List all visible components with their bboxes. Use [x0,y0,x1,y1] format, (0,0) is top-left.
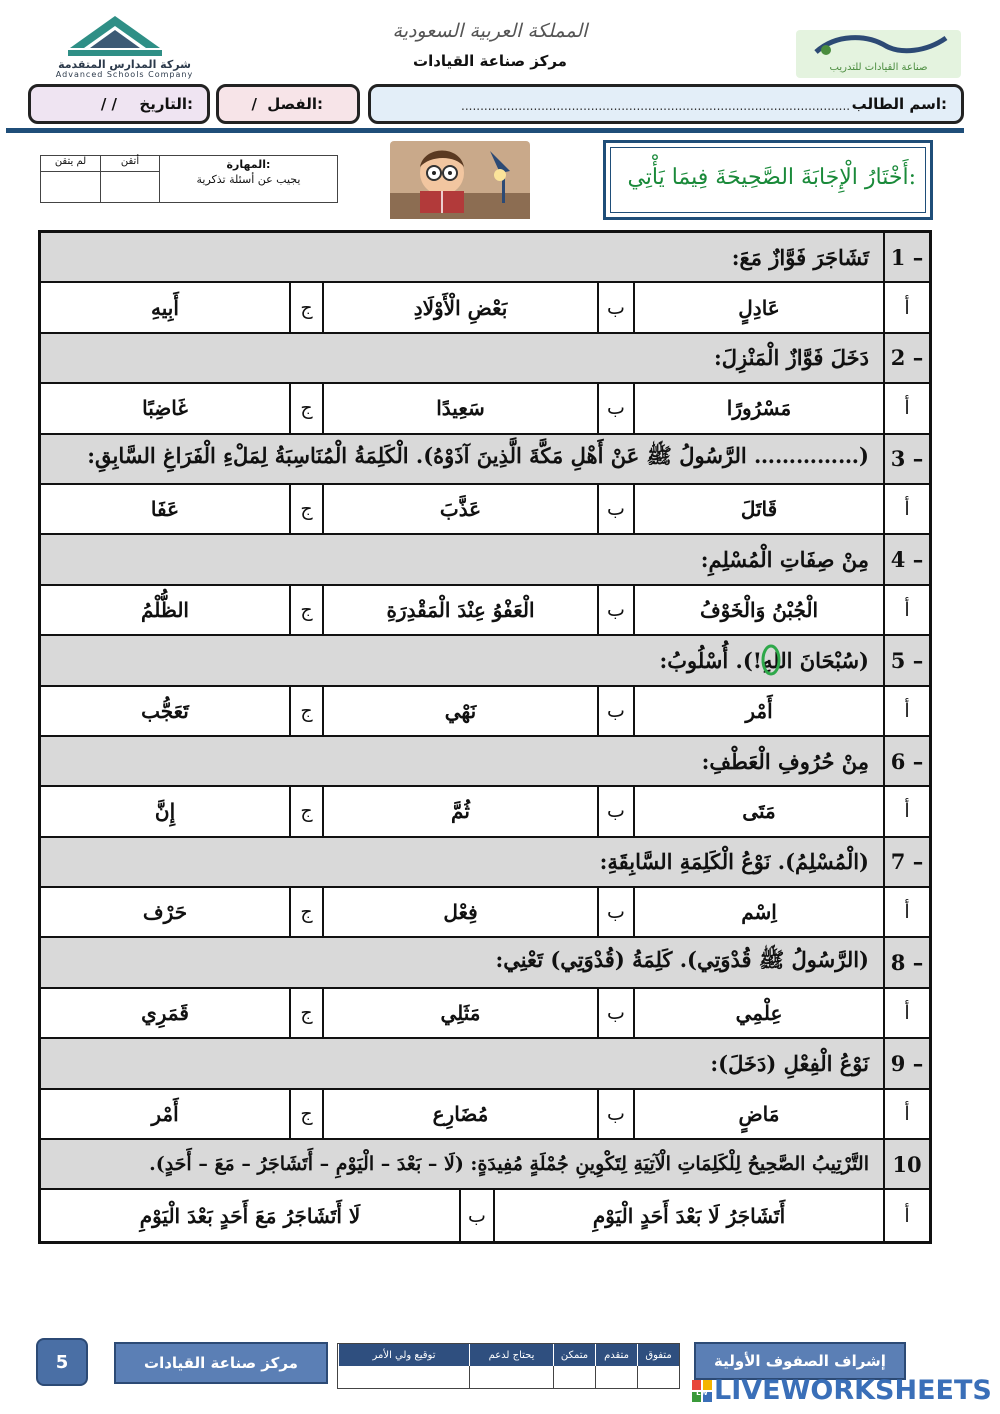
option-letter-a: أ [883,989,929,1037]
question-row [41,838,929,888]
eval-header-excellent: متفوق [637,1344,679,1366]
student-name-dots: ...................................................................................................... [461,99,851,113]
question-row [41,435,929,485]
question-row [41,636,929,686]
eval-header-needs-support: يحتاج لدعم [469,1344,553,1366]
liveworksheets-watermark[interactable]: LIVEWORKSHEETS [714,1375,992,1406]
eval-header-advanced: متقدم [595,1344,637,1366]
option-a[interactable]: مَسْرُورًا [633,384,883,432]
liveworksheets-badge-icon [692,1380,712,1402]
footer-supervision-label: إشراف الصفوف الأولية [694,1342,906,1380]
student-name-field[interactable] [368,84,964,124]
option-letter-c: ج [289,384,322,432]
option-b[interactable]: سَعِيدًا [322,384,597,432]
question-text: دَخَلَ فَوَّازٌ الْمَنْزِلَ: [713,345,869,371]
eval-cell-excellent[interactable] [637,1366,679,1388]
option-letter-a: أ [883,1190,929,1240]
option-a[interactable]: مَاضٍ [633,1090,883,1138]
option-b[interactable]: بَعْضِ الْأَوْلَادِ [322,283,597,331]
option-b[interactable]: عَذَّبَ [322,485,597,533]
leaders-logo-icon [796,30,961,62]
leaders-logo-text: صناعة القيادات للتدريب [829,62,928,73]
reading-boy-illustration [390,141,530,219]
options-row [41,787,929,837]
question-row [41,535,929,585]
question-text: مِنْ صِفَاتِ الْمُسْلِمِ: [700,547,869,573]
option-a[interactable]: قَاتَلَ [633,485,883,533]
option-c[interactable]: أَمْر [151,1101,179,1126]
option-a[interactable]: الْجُبْنُ وَالْخَوْفُ [633,586,883,634]
mastered-checkbox[interactable] [100,172,159,202]
question-number: 3 – [883,435,929,483]
options-row [41,989,929,1039]
option-letter-a: أ [883,888,929,936]
options-row [41,888,929,938]
question-text: مِنْ حُرُوفِ الْعَطْفِ: [701,748,869,774]
option-c[interactable]: تَعَجُّب [141,698,189,723]
class-label: الفصل: [267,95,323,113]
option-b[interactable]: مُضَارِع [322,1090,597,1138]
skill-value: يجيب عن أسئلة تذكرية [196,173,301,186]
center-subtitle: مركز صناعة القيادات [413,52,567,70]
question-text: التَّرْتِيبُ الصَّحِيحُ لِلْكَلِمَاتِ الْآتِيَةِ لِتَكْوِينِ جُمْلَةٍ مُفِيدَةٍ: (لَا – بَعْدَ – الْيَوْمِ – أَتَشَاجَرُ – مَعَ – أَحَدٍ). [149,1153,869,1176]
option-letter-c: ج [289,687,322,735]
option-letter-a: أ [883,485,929,533]
option-a[interactable]: مَتَى [633,787,883,835]
option-letter-b: ب [597,787,633,835]
mastered-header: أتقن [100,156,159,172]
student-name-label: اسم الطالب: [851,95,947,113]
options-row [41,586,929,636]
option-letter-c: ج [289,1090,322,1138]
evaluation-table [337,1343,680,1389]
question-text: (سُبْحَانَ اللهِ!). أُسْلُوبُ: [659,647,869,673]
question-number: 7 – [883,838,929,886]
page-number: 5 [36,1338,88,1386]
option-letter-a: أ [883,687,929,735]
option-letter-a: أ [883,384,929,432]
option-letter-c: ج [289,888,322,936]
option-c[interactable]: أَبِيهِ [151,295,179,320]
not-mastered-checkbox[interactable] [41,172,100,202]
question-number: 4 – [883,535,929,583]
option-b[interactable]: لَا أَتَشَاجَرُ مَعَ أَحَدٍ بَعْدَ الْيَوْمِ [139,1203,361,1228]
option-letter-c: ج [289,787,322,835]
not-mastered-header: لم يتقن [41,156,100,172]
option-b[interactable]: فِعْل [322,888,597,936]
option-letter-a: أ [883,586,929,634]
date-field[interactable] [28,84,210,124]
options-row [41,283,929,333]
option-letter-a: أ [883,283,929,331]
option-c[interactable]: قَمَرِي [141,1001,189,1026]
footer-center-label: مركز صناعة القيادات [114,1342,328,1384]
option-letter-b: ب [597,687,633,735]
eval-header-parent-signature: توقيع ولي الأمر [338,1344,469,1366]
question-text: (الرَّسُولُ ﷺ قُدْوَتِي). كَلِمَةُ (قُدْوَتِي) تَعْنِي: [495,947,869,973]
options-row [41,384,929,434]
svg-text:LW: LW [696,1389,708,1397]
quiz-table [38,230,932,1244]
option-c[interactable]: حَرْف [142,900,188,925]
option-b[interactable]: نَهْي [322,687,597,735]
eval-cell-proficient[interactable] [553,1366,595,1388]
question-number: 8 – [883,938,929,986]
option-a[interactable]: عَادِلٍ [633,283,883,331]
class-value: / [251,95,257,113]
eval-cell-signature[interactable] [338,1366,469,1388]
question-text: (…………… الرَّسُولُ ﷺ عَنْ أَهْلِ مَكَّةَ الَّذِينَ آذَوْهُ). الْكَلِمَةُ الْمُنَاسِبَةُ لِمَلْءِ الْفَرَاغِ السَّابِقِ: [87,443,869,469]
advanced-schools-logo-icon [60,14,170,60]
header-divider [6,128,964,133]
advanced-schools-subname: Advanced Schools Company [55,70,194,79]
class-field[interactable] [216,84,360,124]
option-b[interactable]: مَثَلِي [322,989,597,1037]
question-number: 2 – [883,334,929,382]
instruction-text: أَخْتَارُ الْإِجَابَةَ الصَّحِيحَةَ فِيمَا يَأْتِي: [627,165,916,190]
option-a[interactable]: عِلْمِي [633,989,883,1037]
options-row [41,687,929,737]
question-number: 1 – [883,233,929,281]
option-letter-c: ج [289,586,322,634]
option-letter-a: أ [883,787,929,835]
option-c[interactable]: عَفَا [150,497,180,522]
date-value: / / [100,95,117,113]
eval-cell-needs-support[interactable] [469,1366,553,1388]
options-row [41,485,929,535]
skill-cell [159,156,337,202]
question-number: 5 – [883,636,929,684]
question-number: 10 [883,1140,929,1188]
option-letter-b: ب [597,586,633,634]
question-row [41,233,929,283]
question-number: 6 – [883,737,929,785]
option-letter-b: ب [597,989,633,1037]
option-a[interactable]: اِسْم [633,888,883,936]
option-a[interactable]: أَتَشَاجَرُ لَا بَعْدَ أَحَدٍ الْيَوْمِ [493,1190,883,1240]
answer-circle-mark [760,643,782,677]
option-letter-b: ب [597,283,633,331]
advanced-schools-name: شركة المدارس المتقدمة [58,58,191,71]
options-row [41,1090,929,1140]
question-number: 9 – [883,1039,929,1087]
question-row [41,334,929,384]
option-letter-b: ب [597,384,633,432]
option-b[interactable]: ثُمَّ [322,787,597,835]
question-text: تَشَاجَرَ فَوَّازٌ مَعَ: [731,244,869,270]
date-label: التاريخ: [139,95,193,113]
option-c[interactable]: إِنَّ [154,799,176,824]
option-letter-b: ب [459,1190,493,1240]
question-text: نَوْعُ الْفِعْلِ (دَخَلَ): [710,1050,869,1076]
option-letter-b: ب [597,888,633,936]
option-letter-c: ج [289,485,322,533]
instruction-box [603,140,933,220]
option-a[interactable]: أَمْر [633,687,883,735]
skill-label: المهارة: [226,158,271,171]
question-text: (الْمُسْلِمُ). نَوْعُ الْكَلِمَةِ السَّابِقَةِ: [599,849,869,875]
skill-table [40,155,338,203]
option-letter-a: أ [883,1090,929,1138]
option-c[interactable]: الظُّلْمُ [141,597,189,622]
question-row [41,1039,929,1089]
option-letter-b: ب [597,485,633,533]
option-c[interactable]: غَاضِبًا [142,396,188,421]
option-letter-b: ب [597,1090,633,1138]
question-row [41,737,929,787]
question-row [41,1140,929,1190]
eval-cell-advanced[interactable] [595,1366,637,1388]
option-letter-c: ج [289,283,322,331]
option-letter-c: ج [289,989,322,1037]
eval-header-proficient: متمكن [553,1344,595,1366]
options-row [41,1190,929,1240]
option-b[interactable]: الْعَفْوُ عِنْدَ الْمَقْدِرَةِ [322,586,597,634]
kingdom-title: المملكة العربية السعودية [392,20,588,42]
question-row [41,938,929,988]
